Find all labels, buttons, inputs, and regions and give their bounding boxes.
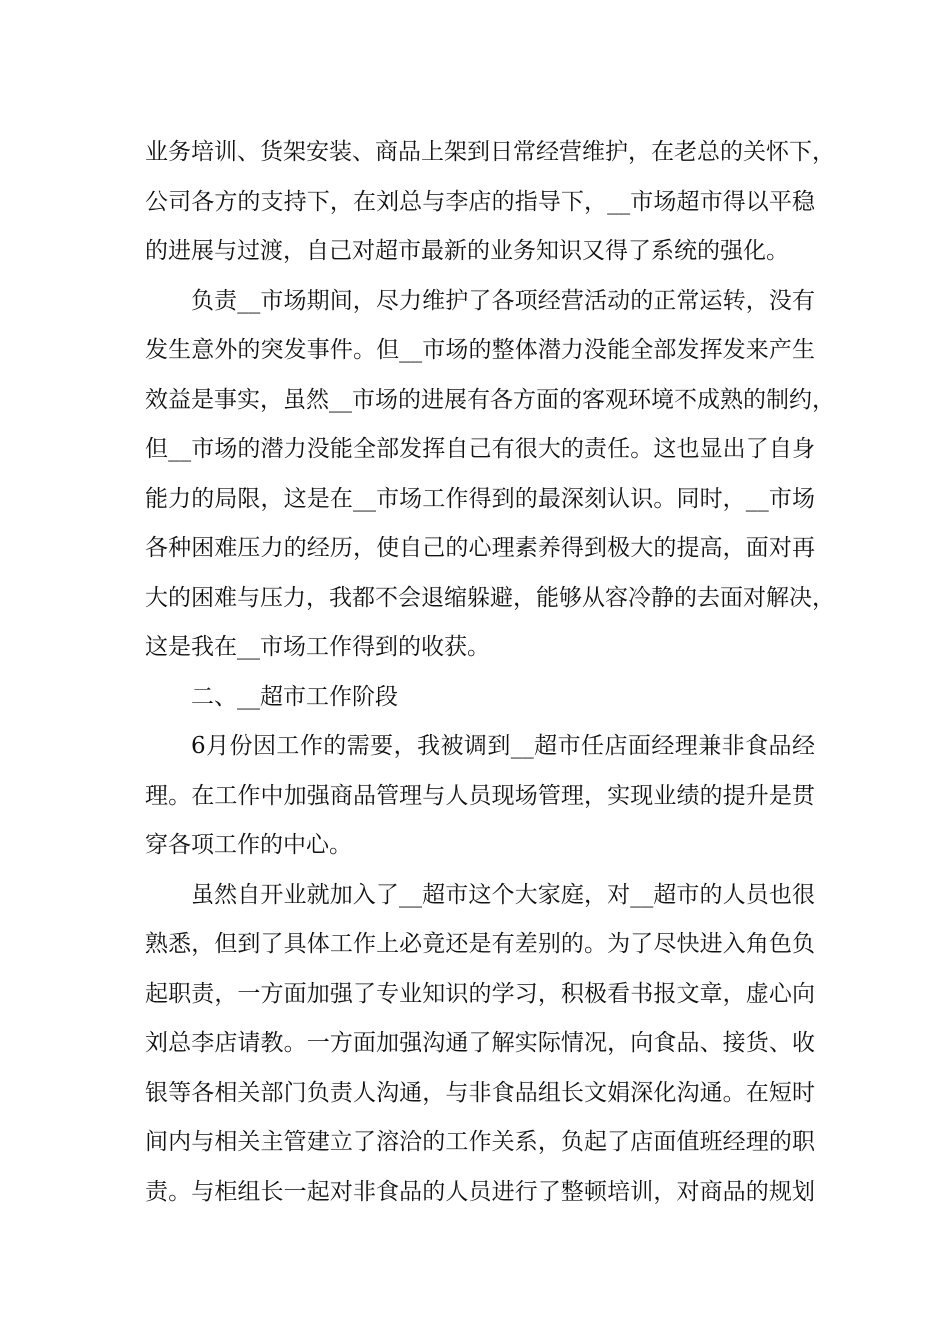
text-line: 虽然自开业就加入了__超市这个大家庭，对__超市的人员也很: [191, 881, 815, 908]
text-line: 的进展与过渡，自己对超市最新的业务知识又得了系统的强化。: [145, 238, 789, 264]
text-line: 责。与柜组长一起对非食品的人员进行了整顿培训，对商品的规划: [145, 1178, 815, 1205]
text-line: 穿各项工作的中心。: [145, 832, 352, 858]
text-line: 能力的局限，这是在__市场工作得到的最深刻认识。同时，__市场: [145, 485, 815, 512]
text-line: 间内与相关主管建立了溶洽的工作关系，负起了店面值班经理的职: [145, 1129, 815, 1155]
text-line: 业务培训、货架安装、商品上架到日常经营维护，在老总的关怀下，: [145, 139, 835, 165]
text-line: 理。在工作中加强商品管理与人员现场管理，实现业绩的提升是贯: [145, 782, 815, 809]
text-line: 效益是事实，虽然__市场的进展有各方面的客观环境不成熟的制约，: [145, 386, 835, 413]
text-line: 起职责，一方面加强了专业知识的学习，积极看书报文章，虚心向: [145, 980, 815, 1007]
text-line: 这是我在__市场工作得到的收获。: [145, 634, 490, 660]
text-line: 各种困难压力的经历，使自己的心理素养得到极大的提高，面对再: [145, 535, 815, 561]
section-heading: 二、__超市工作阶段: [191, 683, 398, 710]
text-line: 发生意外的突发事件。但__市场的整体潜力没能全部发挥发来产生: [145, 337, 815, 363]
text-line: 负责__市场期间，尽力维护了各项经营活动的正常运转，没有: [191, 287, 815, 314]
text-line: 但__市场的潜力没能全部发挥自己有很大的责任。这也显出了自身: [145, 436, 815, 462]
text-line: 熟悉，但到了具体工作上必竟还是有差别的。为了尽快进入角色负: [145, 931, 815, 957]
text-line: 公司各方的支持下，在刘总与李店的指导下，__市场超市得以平稳: [145, 188, 815, 215]
text-line: 6月份因工作的需要，我被调到__超市任店面经理兼非食品经: [191, 733, 815, 759]
text-line: 银等各相关部门负责人沟通，与非食品组长文娟深化沟通。在短时: [145, 1079, 815, 1106]
text-line: 刘总李店请教。一方面加强沟通了解实际情况，向食品、接货、收: [145, 1030, 815, 1056]
document-body: [145, 128, 835, 1217]
text-line: 大的困难与压力，我都不会退缩躲避，能够从容冷静的去面对解决，: [145, 584, 835, 611]
